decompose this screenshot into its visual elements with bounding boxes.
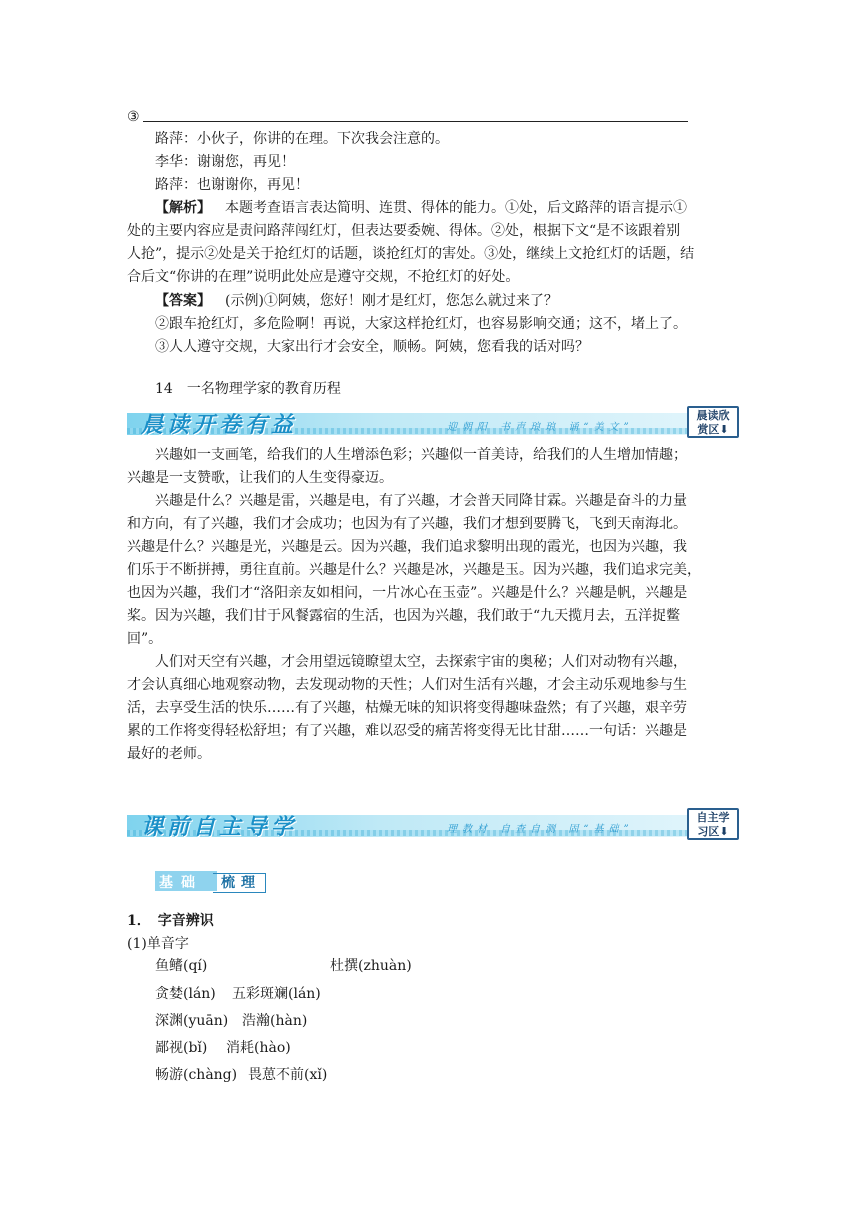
reading-line: 们乐于不断拼搏，勇往直前。兴趣是什么？兴趣是冰，兴趣是玉。因为兴趣，我们追求完美， [127,562,701,578]
word-item: 畏葸不前(xǐ) [248,1067,328,1083]
word-item: 杜撰(zhuàn) [330,958,412,974]
banner-title: 课前自主导学 [141,814,298,840]
analysis-line-3: 人抢”，提示②处是关于抢红灯的话题，谈抢红灯的害处。③处，继续上文抢红灯的话题，结 [127,246,695,262]
banner-subtitle: 迎朝阳 书声琅琅 诵“美文” [447,422,634,433]
reading-line: 兴趣如一支画笔，给我们的人生增添色彩；兴趣似一首美诗，给我们的人生增加情趣； [155,447,687,463]
reading-line: 兴趣是什么？兴趣是光，兴趣是云。因为兴趣，我们追求黎明出现的霞光，也因为兴趣，我 [127,539,687,555]
analysis-text-1: 本题考查语言表达简明、连贯、得体的能力。①处，后文路萍的语言提示① [225,200,687,216]
heading-part-1: 基础 [159,875,203,891]
word-item: 鱼鳍(qí) [155,958,208,974]
phonetics-subheading: (1)单音字 [127,936,189,952]
dialogue-line-1: 路萍：小伙子，你讲的在理。下次我会注意的。 [155,131,449,147]
analysis-line-1 [127,197,739,219]
banner-badge [687,406,739,438]
blank-number: ③ [127,109,140,125]
reading-line: 累的工作将变得轻松舒坦；有了兴趣，难以忍受的痛苦将变得无比甘甜……一句话：兴趣是 [127,723,687,739]
heading-part-2: 梳理 [221,875,261,891]
reading-line: 兴趣是什么？兴趣是雷，兴趣是电，有了兴趣，才会普天同降甘霖。兴趣是奋斗的力量 [155,493,687,509]
word-item: 五彩斑斓(lán) [232,986,321,1002]
badge-line-1: 自主学 [696,811,730,824]
answer-label: 【答案】 [155,293,211,309]
lesson-title: 14 一名物理学家的教育历程 [155,381,341,397]
self-study-banner [127,806,739,842]
analysis-line-2: 处的主要内容应是责问路萍闯红灯，但表达要委婉、得体。②处，根据下文“是不该跟着别 [127,223,681,239]
word-item: 浩瀚(hàn) [242,1013,308,1029]
reading-line: 回”。 [127,631,163,647]
dialogue-line-2: 李华：谢谢您，再见！ [155,154,295,170]
banner-badge [687,808,739,840]
analysis-line-4: 合后文“你讲的在理”说明此处应是遵守交规，不抢红灯的好处。 [127,269,520,285]
word-item: 深渊(yuān) [155,1013,229,1029]
answer-line-2: ②跟车抢红灯，多危险啊！再说，大家这样抢红灯，也容易影响交通；这不，堵上了。 [155,316,687,332]
word-item: 鄙视(bǐ) [155,1040,208,1056]
reading-line: 和方向，有了兴趣，我们才会成功；也因为有了兴趣，我们才想到要腾飞，飞到天南海北。 [127,516,687,532]
banner-subtitle: 理教材 自查自测 固“基础” [447,824,634,835]
phonetics-heading: 1． 字音辨识 [127,913,214,929]
reading-line: 人们对天空有兴趣，才会用望远镜瞭望太空，去探索宇宙的奥秘；人们对动物有兴趣， [155,654,687,670]
answer-blank-line [143,121,688,122]
badge-line-2: 习区⬇ [697,825,729,838]
answer-text-1: (示例)①阿姨，您好！刚才是红灯，您怎么就过来了？ [225,293,558,309]
reading-line: 最好的老师。 [127,746,211,762]
reading-line: 活，去享受生活的快乐……有了兴趣，枯燥无味的知识将变得趣味盎然；有了兴趣，艰辛劳 [127,700,687,716]
reading-line: 也因为兴趣，我们才“洛阳亲友如相问，一片冰心在玉壶”。兴趣是什么？兴趣是帆，兴趣是 [127,585,688,601]
reading-line: 才会认真细心地观察动物，去发现动物的天性；人们对生活有兴趣，才会主动乐观地参与生 [127,677,687,693]
badge-line-1: 晨读欣 [696,409,730,422]
badge-line-2: 赏区⬇ [697,423,729,436]
reading-line: 桨。因为兴趣，我们甘于风餐露宿的生活，也因为兴趣，我们敢于“九天揽月去，五洋捉鳖 [127,608,681,624]
word-item: 贪婪(lán) [155,986,216,1002]
banner-title: 晨读开卷有益 [141,412,298,438]
word-item: 消耗(hào) [226,1040,291,1056]
analysis-label: 【解析】 [155,200,211,216]
reading-line: 兴趣是一支赞歌，让我们的人生变得豪迈。 [127,470,393,486]
word-item: 畅游(chàng) [155,1067,238,1083]
answer-line-3: ③人人遵守交规，大家出行才会安全，顺畅。阿姨，您看我的话对吗？ [155,339,589,355]
section-heading [155,871,265,893]
morning-reading-banner [127,404,739,440]
dialogue-line-3: 路萍：也谢谢你，再见！ [155,177,309,193]
answer-line-1 [127,290,739,312]
